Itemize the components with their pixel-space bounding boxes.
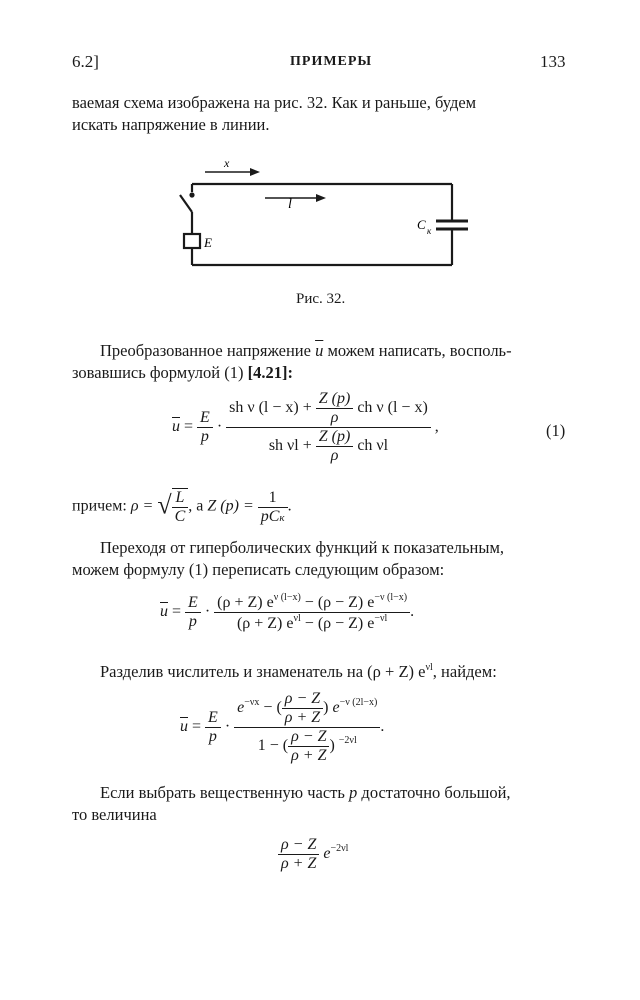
x-arrowhead [250, 168, 260, 176]
switch-contact [189, 192, 194, 197]
source-box [184, 234, 200, 248]
para1-line-1: Преобразованное напряжение $\overline{u}$ можем написать, восполь- [100, 341, 512, 360]
l-label: l [288, 197, 292, 212]
equation-4: $\frac{\rho - Z}{\rho + Z}$ $e^{-2\nu l}$ [278, 836, 348, 873]
c-subscript: к [427, 226, 432, 236]
running-title: ПРИМЕРЫ [290, 54, 373, 69]
intro-line-2: искать напряжение в линии. [72, 115, 270, 134]
para3-line: Разделив числитель и знаменатель на (ρ + Z) $e^{\nu l}$, найдем: [100, 662, 497, 681]
switch-blade [180, 195, 192, 212]
para4-line-2: то величина [72, 805, 157, 824]
page-number: 133 [540, 52, 566, 71]
section-number: 6.2] [72, 52, 99, 71]
para1-line-2: зовавшись формулой (1) [4.21]: [72, 363, 293, 382]
figure-caption: Рис. 32. [296, 291, 346, 307]
para2-line-2: можем формулу (1) переписать следующим образом: [72, 560, 445, 579]
intro-line-1: ваемая схема изображена на рис. 32. Как и раньше, будем [72, 93, 477, 112]
equation-3: $\overline{u}$ = $\frac{E}{p}$ · $e^{-\nu x}$ − ( $\frac{\rho - Z}{\rho + Z}$ ) $e^{-\nu (2l-x)}$ 1 − ( $\frac{\rho - Z}{\rho + Z}$ ) $^{-2\nu l}$ . [180, 690, 385, 764]
para2-line-1: Переходя от гиперболических функций к показательным, [100, 538, 505, 557]
e-label: E [204, 235, 212, 250]
c-label: C [417, 217, 426, 232]
l-arrowhead [316, 194, 326, 202]
equation-2: $\overline{u}$ = $\frac{E}{p}$ · $\frac{(\rho + Z) e^{\nu (l-x)} - (\rho - Z) e^{-\nu (l-x)}}{(\rho + Z) e^{\nu l} - (\rho - Z) e^{-\nu l}}$ . [160, 592, 415, 632]
where-line: причем: ρ = √ $\frac{L}{C}$ , а Z (p) = $\frac{1}{\text{pCк}}$ . [72, 488, 292, 525]
equation-1: $\overline{u}$ = $\frac{E}{p}$ · sh ν (l − x) + $\frac{Z (p)}{\rho}$ ch ν (l − x) sh νl + $\frac{Z (p)}{\rho}$ ch νl , [172, 390, 439, 464]
equation-1-number: (1) [546, 421, 566, 440]
x-label: x [224, 156, 230, 170]
circuit-diagram [170, 150, 480, 280]
para4-line-1: Если выбрать вещественную часть p достаточно большой, [100, 783, 511, 802]
